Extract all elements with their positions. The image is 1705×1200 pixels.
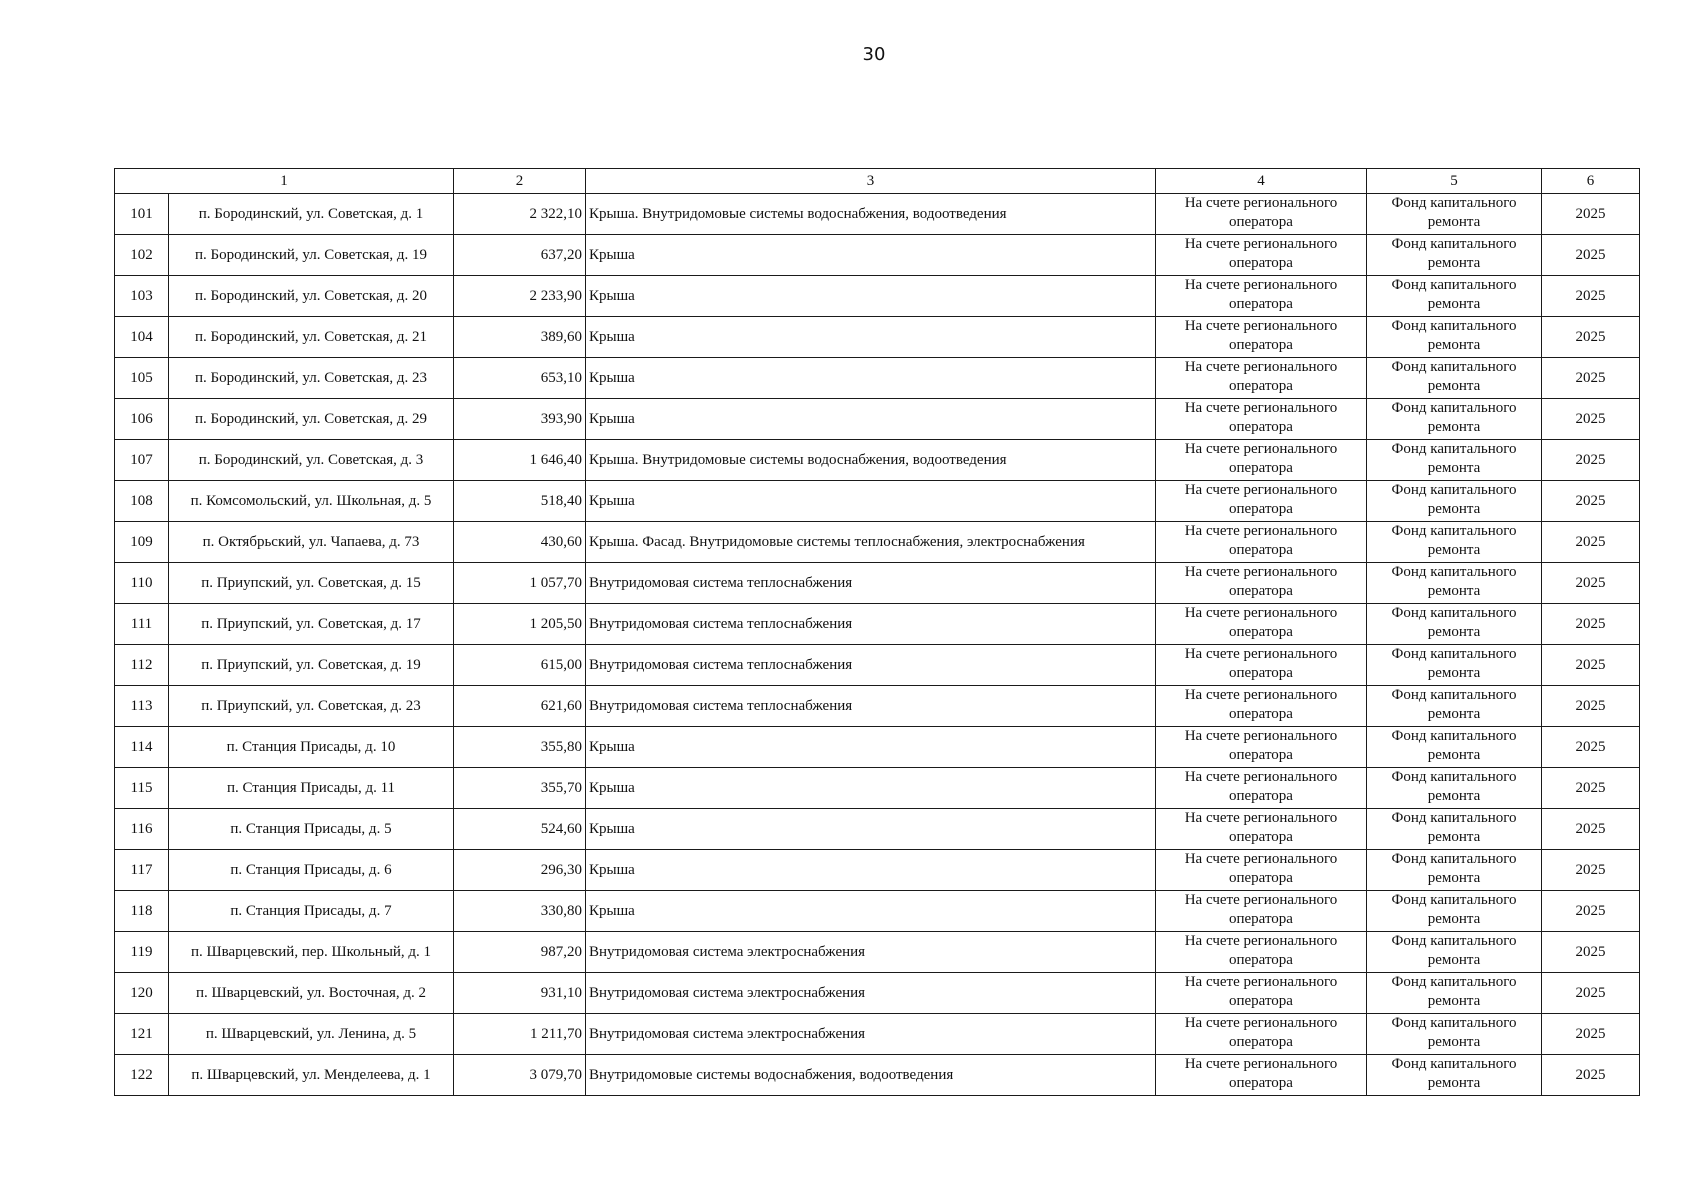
works-cell: Внутридомовая система электроснабжения [586, 932, 1156, 973]
header-col-1: 1 [115, 169, 454, 194]
works-cell: Крыша [586, 399, 1156, 440]
header-col-6: 6 [1542, 169, 1640, 194]
year-cell: 2025 [1542, 235, 1640, 276]
address-cell: п. Бородинский, ул. Советская, д. 3 [169, 440, 454, 481]
address-cell: п. Комсомольский, ул. Школьная, д. 5 [169, 481, 454, 522]
year-cell: 2025 [1542, 563, 1640, 604]
address-cell: п. Станция Присады, д. 6 [169, 850, 454, 891]
area-cell: 2 322,10 [454, 194, 586, 235]
row-number-cell: 101 [115, 194, 169, 235]
year-cell: 2025 [1542, 1055, 1640, 1096]
works-cell: Внутридомовая система теплоснабжения [586, 686, 1156, 727]
row-number-cell: 120 [115, 973, 169, 1014]
address-cell: п. Шварцевский, ул. Менделеева, д. 1 [169, 1055, 454, 1096]
address-cell: п. Станция Присады, д. 7 [169, 891, 454, 932]
account-cell: На счете регионального оператора [1156, 481, 1367, 522]
fund-cell: Фонд капитального ремонта [1367, 563, 1542, 604]
year-cell: 2025 [1542, 604, 1640, 645]
page-number: 30 [862, 44, 886, 65]
fund-cell: Фонд капитального ремонта [1367, 522, 1542, 563]
account-cell: На счете регионального оператора [1156, 399, 1367, 440]
fund-cell: Фонд капитального ремонта [1367, 809, 1542, 850]
fund-cell: Фонд капитального ремонта [1367, 1014, 1542, 1055]
table-row [115, 850, 1640, 891]
address-cell: п. Бородинский, ул. Советская, д. 20 [169, 276, 454, 317]
table-row [115, 645, 1640, 686]
table-row [115, 1014, 1640, 1055]
area-cell: 637,20 [454, 235, 586, 276]
year-cell: 2025 [1542, 891, 1640, 932]
fund-cell: Фонд капитального ремонта [1367, 358, 1542, 399]
area-cell: 621,60 [454, 686, 586, 727]
area-cell: 615,00 [454, 645, 586, 686]
fund-cell: Фонд капитального ремонта [1367, 850, 1542, 891]
row-number-cell: 106 [115, 399, 169, 440]
table-row [115, 276, 1640, 317]
fund-cell: Фонд капитального ремонта [1367, 440, 1542, 481]
fund-cell: Фонд капитального ремонта [1367, 276, 1542, 317]
fund-cell: Фонд капитального ремонта [1367, 235, 1542, 276]
works-cell: Крыша [586, 276, 1156, 317]
address-cell: п. Бородинский, ул. Советская, д. 21 [169, 317, 454, 358]
table-row [115, 809, 1640, 850]
area-cell: 1 205,50 [454, 604, 586, 645]
table-row [115, 481, 1640, 522]
row-number-cell: 105 [115, 358, 169, 399]
fund-cell: Фонд капитального ремонта [1367, 604, 1542, 645]
row-number-cell: 110 [115, 563, 169, 604]
address-cell: п. Бородинский, ул. Советская, д. 29 [169, 399, 454, 440]
works-cell: Крыша [586, 317, 1156, 358]
table-row [115, 522, 1640, 563]
works-cell: Внутридомовая система теплоснабжения [586, 604, 1156, 645]
table-row [115, 891, 1640, 932]
account-cell: На счете регионального оператора [1156, 317, 1367, 358]
area-cell: 931,10 [454, 973, 586, 1014]
account-cell: На счете регионального оператора [1156, 686, 1367, 727]
row-number-cell: 116 [115, 809, 169, 850]
header-col-5: 5 [1367, 169, 1542, 194]
year-cell: 2025 [1542, 973, 1640, 1014]
works-cell: Крыша [586, 809, 1156, 850]
table-row [115, 1055, 1640, 1096]
row-number-cell: 114 [115, 727, 169, 768]
fund-cell: Фонд капитального ремонта [1367, 317, 1542, 358]
address-cell: п. Бородинский, ул. Советская, д. 23 [169, 358, 454, 399]
row-number-cell: 109 [115, 522, 169, 563]
year-cell: 2025 [1542, 1014, 1640, 1055]
area-cell: 3 079,70 [454, 1055, 586, 1096]
row-number-cell: 119 [115, 932, 169, 973]
table-row [115, 563, 1640, 604]
table-row [115, 768, 1640, 809]
table-header [115, 169, 1640, 194]
works-cell: Крыша [586, 891, 1156, 932]
area-cell: 355,80 [454, 727, 586, 768]
works-cell: Внутридомовая система электроснабжения [586, 1014, 1156, 1055]
table-row [115, 317, 1640, 358]
area-cell: 1 211,70 [454, 1014, 586, 1055]
account-cell: На счете регионального оператора [1156, 1014, 1367, 1055]
address-cell: п. Бородинский, ул. Советская, д. 1 [169, 194, 454, 235]
area-cell: 430,60 [454, 522, 586, 563]
area-cell: 389,60 [454, 317, 586, 358]
table-row [115, 604, 1640, 645]
account-cell: На счете регионального оператора [1156, 563, 1367, 604]
row-number-cell: 118 [115, 891, 169, 932]
works-cell: Крыша [586, 727, 1156, 768]
account-cell: На счете регионального оператора [1156, 440, 1367, 481]
address-cell: п. Приупский, ул. Советская, д. 23 [169, 686, 454, 727]
works-cell: Внутридомовая система теплоснабжения [586, 563, 1156, 604]
table-row [115, 727, 1640, 768]
table-row [115, 932, 1640, 973]
year-cell: 2025 [1542, 932, 1640, 973]
table-row [115, 440, 1640, 481]
table-row [115, 973, 1640, 1014]
year-cell: 2025 [1542, 645, 1640, 686]
area-cell: 987,20 [454, 932, 586, 973]
account-cell: На счете регионального оператора [1156, 276, 1367, 317]
row-number-cell: 102 [115, 235, 169, 276]
fund-cell: Фонд капитального ремонта [1367, 481, 1542, 522]
fund-cell: Фонд капитального ремонта [1367, 645, 1542, 686]
works-cell: Внутридомовая система электроснабжения [586, 973, 1156, 1014]
account-cell: На счете регионального оператора [1156, 522, 1367, 563]
account-cell: На счете регионального оператора [1156, 1055, 1367, 1096]
year-cell: 2025 [1542, 809, 1640, 850]
header-col-3: 3 [586, 169, 1156, 194]
area-cell: 524,60 [454, 809, 586, 850]
fund-cell: Фонд капитального ремонта [1367, 727, 1542, 768]
account-cell: На счете регионального оператора [1156, 768, 1367, 809]
header-col-2: 2 [454, 169, 586, 194]
year-cell: 2025 [1542, 440, 1640, 481]
row-number-cell: 104 [115, 317, 169, 358]
year-cell: 2025 [1542, 727, 1640, 768]
address-cell: п. Станция Присады, д. 11 [169, 768, 454, 809]
area-cell: 518,40 [454, 481, 586, 522]
fund-cell: Фонд капитального ремонта [1367, 399, 1542, 440]
works-cell: Крыша [586, 358, 1156, 399]
table-row [115, 194, 1640, 235]
year-cell: 2025 [1542, 194, 1640, 235]
address-cell: п. Шварцевский, ул. Ленина, д. 5 [169, 1014, 454, 1055]
table-row [115, 399, 1640, 440]
works-cell: Крыша [586, 768, 1156, 809]
fund-cell: Фонд капитального ремонта [1367, 686, 1542, 727]
account-cell: На счете регионального оператора [1156, 194, 1367, 235]
address-cell: п. Октябрьский, ул. Чапаева, д. 73 [169, 522, 454, 563]
account-cell: На счете регионального оператора [1156, 358, 1367, 399]
area-cell: 1 646,40 [454, 440, 586, 481]
year-cell: 2025 [1542, 850, 1640, 891]
row-number-cell: 121 [115, 1014, 169, 1055]
row-number-cell: 108 [115, 481, 169, 522]
table-row [115, 686, 1640, 727]
address-cell: п. Бородинский, ул. Советская, д. 19 [169, 235, 454, 276]
repair-program-table [114, 168, 1640, 1096]
works-cell: Внутридомовые системы водоснабжения, водоотведения [586, 1055, 1156, 1096]
address-cell: п. Приупский, ул. Советская, д. 17 [169, 604, 454, 645]
row-number-cell: 115 [115, 768, 169, 809]
header-row [115, 169, 1640, 194]
fund-cell: Фонд капитального ремонта [1367, 891, 1542, 932]
fund-cell: Фонд капитального ремонта [1367, 768, 1542, 809]
account-cell: На счете регионального оператора [1156, 932, 1367, 973]
address-cell: п. Шварцевский, ул. Восточная, д. 2 [169, 973, 454, 1014]
year-cell: 2025 [1542, 686, 1640, 727]
account-cell: На счете регионального оператора [1156, 850, 1367, 891]
year-cell: 2025 [1542, 522, 1640, 563]
area-cell: 393,90 [454, 399, 586, 440]
account-cell: На счете регионального оператора [1156, 727, 1367, 768]
area-cell: 2 233,90 [454, 276, 586, 317]
fund-cell: Фонд капитального ремонта [1367, 973, 1542, 1014]
account-cell: На счете регионального оператора [1156, 604, 1367, 645]
year-cell: 2025 [1542, 317, 1640, 358]
area-cell: 653,10 [454, 358, 586, 399]
table-body [115, 194, 1640, 1096]
account-cell: На счете регионального оператора [1156, 235, 1367, 276]
works-cell: Крыша [586, 481, 1156, 522]
area-cell: 330,80 [454, 891, 586, 932]
header-col-4: 4 [1156, 169, 1367, 194]
fund-cell: Фонд капитального ремонта [1367, 1055, 1542, 1096]
fund-cell: Фонд капитального ремонта [1367, 194, 1542, 235]
row-number-cell: 107 [115, 440, 169, 481]
address-cell: п. Шварцевский, пер. Школьный, д. 1 [169, 932, 454, 973]
year-cell: 2025 [1542, 276, 1640, 317]
works-cell: Крыша. Внутридомовые системы водоснабжения, водоотведения [586, 194, 1156, 235]
year-cell: 2025 [1542, 481, 1640, 522]
account-cell: На счете регионального оператора [1156, 645, 1367, 686]
row-number-cell: 112 [115, 645, 169, 686]
year-cell: 2025 [1542, 358, 1640, 399]
works-cell: Крыша. Фасад. Внутридомовые системы теплоснабжения, электроснабжения [586, 522, 1156, 563]
row-number-cell: 117 [115, 850, 169, 891]
works-cell: Крыша. Внутридомовые системы водоснабжения, водоотведения [586, 440, 1156, 481]
address-cell: п. Приупский, ул. Советская, д. 15 [169, 563, 454, 604]
account-cell: На счете регионального оператора [1156, 891, 1367, 932]
works-cell: Внутридомовая система теплоснабжения [586, 645, 1156, 686]
address-cell: п. Приупский, ул. Советская, д. 19 [169, 645, 454, 686]
address-cell: п. Станция Присады, д. 10 [169, 727, 454, 768]
works-cell: Крыша [586, 235, 1156, 276]
address-cell: п. Станция Присады, д. 5 [169, 809, 454, 850]
row-number-cell: 103 [115, 276, 169, 317]
row-number-cell: 111 [115, 604, 169, 645]
year-cell: 2025 [1542, 768, 1640, 809]
row-number-cell: 113 [115, 686, 169, 727]
works-cell: Крыша [586, 850, 1156, 891]
fund-cell: Фонд капитального ремонта [1367, 932, 1542, 973]
year-cell: 2025 [1542, 399, 1640, 440]
account-cell: На счете регионального оператора [1156, 973, 1367, 1014]
area-cell: 296,30 [454, 850, 586, 891]
table-row [115, 358, 1640, 399]
area-cell: 1 057,70 [454, 563, 586, 604]
account-cell: На счете регионального оператора [1156, 809, 1367, 850]
area-cell: 355,70 [454, 768, 586, 809]
row-number-cell: 122 [115, 1055, 169, 1096]
table-row [115, 235, 1640, 276]
